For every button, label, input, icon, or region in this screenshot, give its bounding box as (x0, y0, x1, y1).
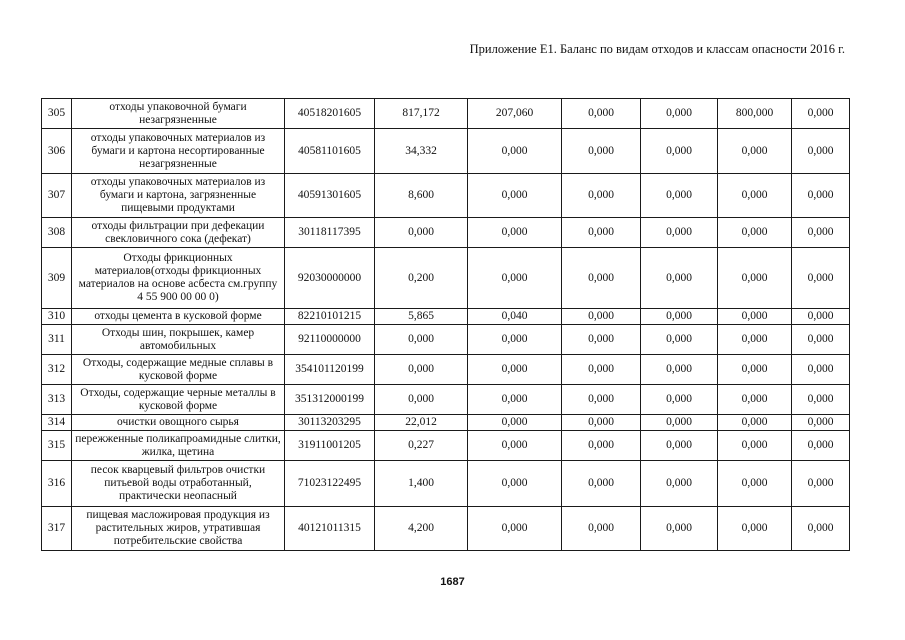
value-cell: 817,172 (375, 99, 468, 129)
value-cell: 0,000 (468, 129, 562, 174)
value-cell: 0,000 (792, 99, 850, 129)
table-row (42, 415, 850, 431)
waste-code: 40581101605 (285, 129, 375, 174)
waste-name: Отходы фрикционных материалов(отходы фрикционных материалов на основе асбеста см.группу 4 55 900 00 00 0) (72, 248, 285, 309)
table-row (42, 99, 850, 129)
value-cell: 0,000 (562, 431, 641, 461)
value-cell: 0,000 (641, 99, 718, 129)
value-cell: 0,000 (562, 385, 641, 415)
value-cell: 207,060 (468, 99, 562, 129)
value-cell: 0,000 (792, 431, 850, 461)
row-number: 310 (42, 309, 72, 325)
waste-code: 40121011315 (285, 507, 375, 551)
value-cell: 0,000 (641, 461, 718, 507)
waste-name: отходы упаковочных материалов из бумаги и картона, загрязненные пищевыми продуктами (72, 174, 285, 218)
row-number: 305 (42, 99, 72, 129)
table-row (42, 355, 850, 385)
value-cell: 800,000 (718, 99, 792, 129)
waste-name: Отходы шин, покрышек, камер автомобильных (72, 325, 285, 355)
value-cell: 0,000 (468, 431, 562, 461)
row-number: 314 (42, 415, 72, 431)
value-cell: 0,000 (375, 355, 468, 385)
value-cell: 0,000 (375, 385, 468, 415)
value-cell: 0,000 (718, 507, 792, 551)
value-cell: 0,000 (792, 218, 850, 248)
waste-name: Отходы, содержащие медные сплавы в кусковой форме (72, 355, 285, 385)
value-cell: 0,000 (792, 325, 850, 355)
value-cell: 0,000 (641, 325, 718, 355)
waste-code: 82210101215 (285, 309, 375, 325)
value-cell: 0,000 (562, 99, 641, 129)
waste-name: отходы фильтрации при дефекации свекловичного сока (дефекат) (72, 218, 285, 248)
value-cell: 0,000 (641, 174, 718, 218)
value-cell: 0,000 (792, 174, 850, 218)
table-row (42, 174, 850, 218)
waste-balance-table (41, 98, 850, 551)
value-cell: 0,000 (562, 309, 641, 325)
table-row (42, 461, 850, 507)
value-cell: 0,000 (718, 174, 792, 218)
table-body (42, 99, 850, 551)
waste-name: отходы упаковочной бумаги незагрязненные (72, 99, 285, 129)
waste-code: 92030000000 (285, 248, 375, 309)
page-number: 1687 (440, 576, 465, 588)
value-cell: 0,000 (792, 129, 850, 174)
value-cell: 0,000 (375, 325, 468, 355)
value-cell: 0,000 (468, 248, 562, 309)
value-cell: 0,000 (718, 325, 792, 355)
value-cell: 0,000 (468, 218, 562, 248)
waste-code: 30113203295 (285, 415, 375, 431)
table-row (42, 129, 850, 174)
value-cell: 0,000 (468, 385, 562, 415)
value-cell: 5,865 (375, 309, 468, 325)
value-cell: 0,000 (718, 355, 792, 385)
table-row (42, 431, 850, 461)
row-number: 307 (42, 174, 72, 218)
row-number: 313 (42, 385, 72, 415)
value-cell: 0,000 (641, 129, 718, 174)
row-number: 309 (42, 248, 72, 309)
row-number: 306 (42, 129, 72, 174)
value-cell: 0,000 (468, 174, 562, 218)
value-cell: 0,000 (641, 309, 718, 325)
value-cell: 0,000 (562, 355, 641, 385)
value-cell: 0,000 (792, 461, 850, 507)
value-cell: 0,000 (468, 415, 562, 431)
value-cell: 0,000 (641, 507, 718, 551)
value-cell: 0,000 (641, 355, 718, 385)
waste-name: Отходы, содержащие черные металлы в кусковой форме (72, 385, 285, 415)
waste-code: 354101120199 (285, 355, 375, 385)
value-cell: 0,000 (562, 325, 641, 355)
waste-code: 351312000199 (285, 385, 375, 415)
value-cell: 0,000 (641, 415, 718, 431)
value-cell: 0,000 (792, 309, 850, 325)
value-cell: 22,012 (375, 415, 468, 431)
value-cell: 0,000 (468, 461, 562, 507)
value-cell: 8,600 (375, 174, 468, 218)
table-row (42, 248, 850, 309)
waste-name: очистки овощного сырья (72, 415, 285, 431)
value-cell: 0,000 (562, 507, 641, 551)
value-cell: 0,000 (792, 507, 850, 551)
value-cell: 0,000 (641, 385, 718, 415)
value-cell: 0,000 (562, 129, 641, 174)
waste-name: пережженные поликапроамидные слитки, жилка, щетина (72, 431, 285, 461)
value-cell: 0,040 (468, 309, 562, 325)
value-cell: 0,000 (641, 248, 718, 309)
value-cell: 0,000 (562, 248, 641, 309)
waste-name: отходы упаковочных материалов из бумаги и картона несортированные незагрязненные (72, 129, 285, 174)
value-cell: 0,000 (375, 218, 468, 248)
value-cell: 0,000 (792, 415, 850, 431)
value-cell: 0,000 (468, 325, 562, 355)
value-cell: 0,000 (718, 129, 792, 174)
value-cell: 0,000 (792, 385, 850, 415)
row-number: 315 (42, 431, 72, 461)
value-cell: 1,400 (375, 461, 468, 507)
row-number: 317 (42, 507, 72, 551)
table-row (42, 309, 850, 325)
value-cell: 0,000 (562, 415, 641, 431)
table-row (42, 218, 850, 248)
value-cell: 0,000 (792, 355, 850, 385)
value-cell: 0,000 (792, 248, 850, 309)
value-cell: 0,000 (562, 461, 641, 507)
value-cell: 0,000 (641, 431, 718, 461)
value-cell: 0,000 (468, 507, 562, 551)
row-number: 308 (42, 218, 72, 248)
row-number: 311 (42, 325, 72, 355)
value-cell: 0,000 (718, 415, 792, 431)
value-cell: 0,000 (718, 218, 792, 248)
table-row (42, 507, 850, 551)
value-cell: 0,000 (718, 248, 792, 309)
waste-name: песок кварцевый фильтров очистки питьевой воды отработанный, практически неопасный (72, 461, 285, 507)
value-cell: 0,000 (718, 431, 792, 461)
row-number: 312 (42, 355, 72, 385)
value-cell: 0,200 (375, 248, 468, 309)
waste-code: 31911001205 (285, 431, 375, 461)
table-row (42, 325, 850, 355)
value-cell: 0,000 (718, 309, 792, 325)
value-cell: 4,200 (375, 507, 468, 551)
table-row (42, 385, 850, 415)
value-cell: 0,227 (375, 431, 468, 461)
value-cell: 34,332 (375, 129, 468, 174)
row-number: 316 (42, 461, 72, 507)
waste-code: 30118117395 (285, 218, 375, 248)
value-cell: 0,000 (562, 218, 641, 248)
waste-code: 40591301605 (285, 174, 375, 218)
waste-code: 92110000000 (285, 325, 375, 355)
waste-name: отходы цемента в кусковой форме (72, 309, 285, 325)
value-cell: 0,000 (718, 385, 792, 415)
waste-code: 40518201605 (285, 99, 375, 129)
waste-code: 71023122495 (285, 461, 375, 507)
value-cell: 0,000 (562, 174, 641, 218)
page-header-title: Приложение Е1. Баланс по видам отходов и классам опасности 2016 г. (469, 42, 845, 56)
waste-name: пищевая масложировая продукция из растительных жиров, утратившая потребительские свойства (72, 507, 285, 551)
value-cell: 0,000 (718, 461, 792, 507)
value-cell: 0,000 (641, 218, 718, 248)
value-cell: 0,000 (468, 355, 562, 385)
